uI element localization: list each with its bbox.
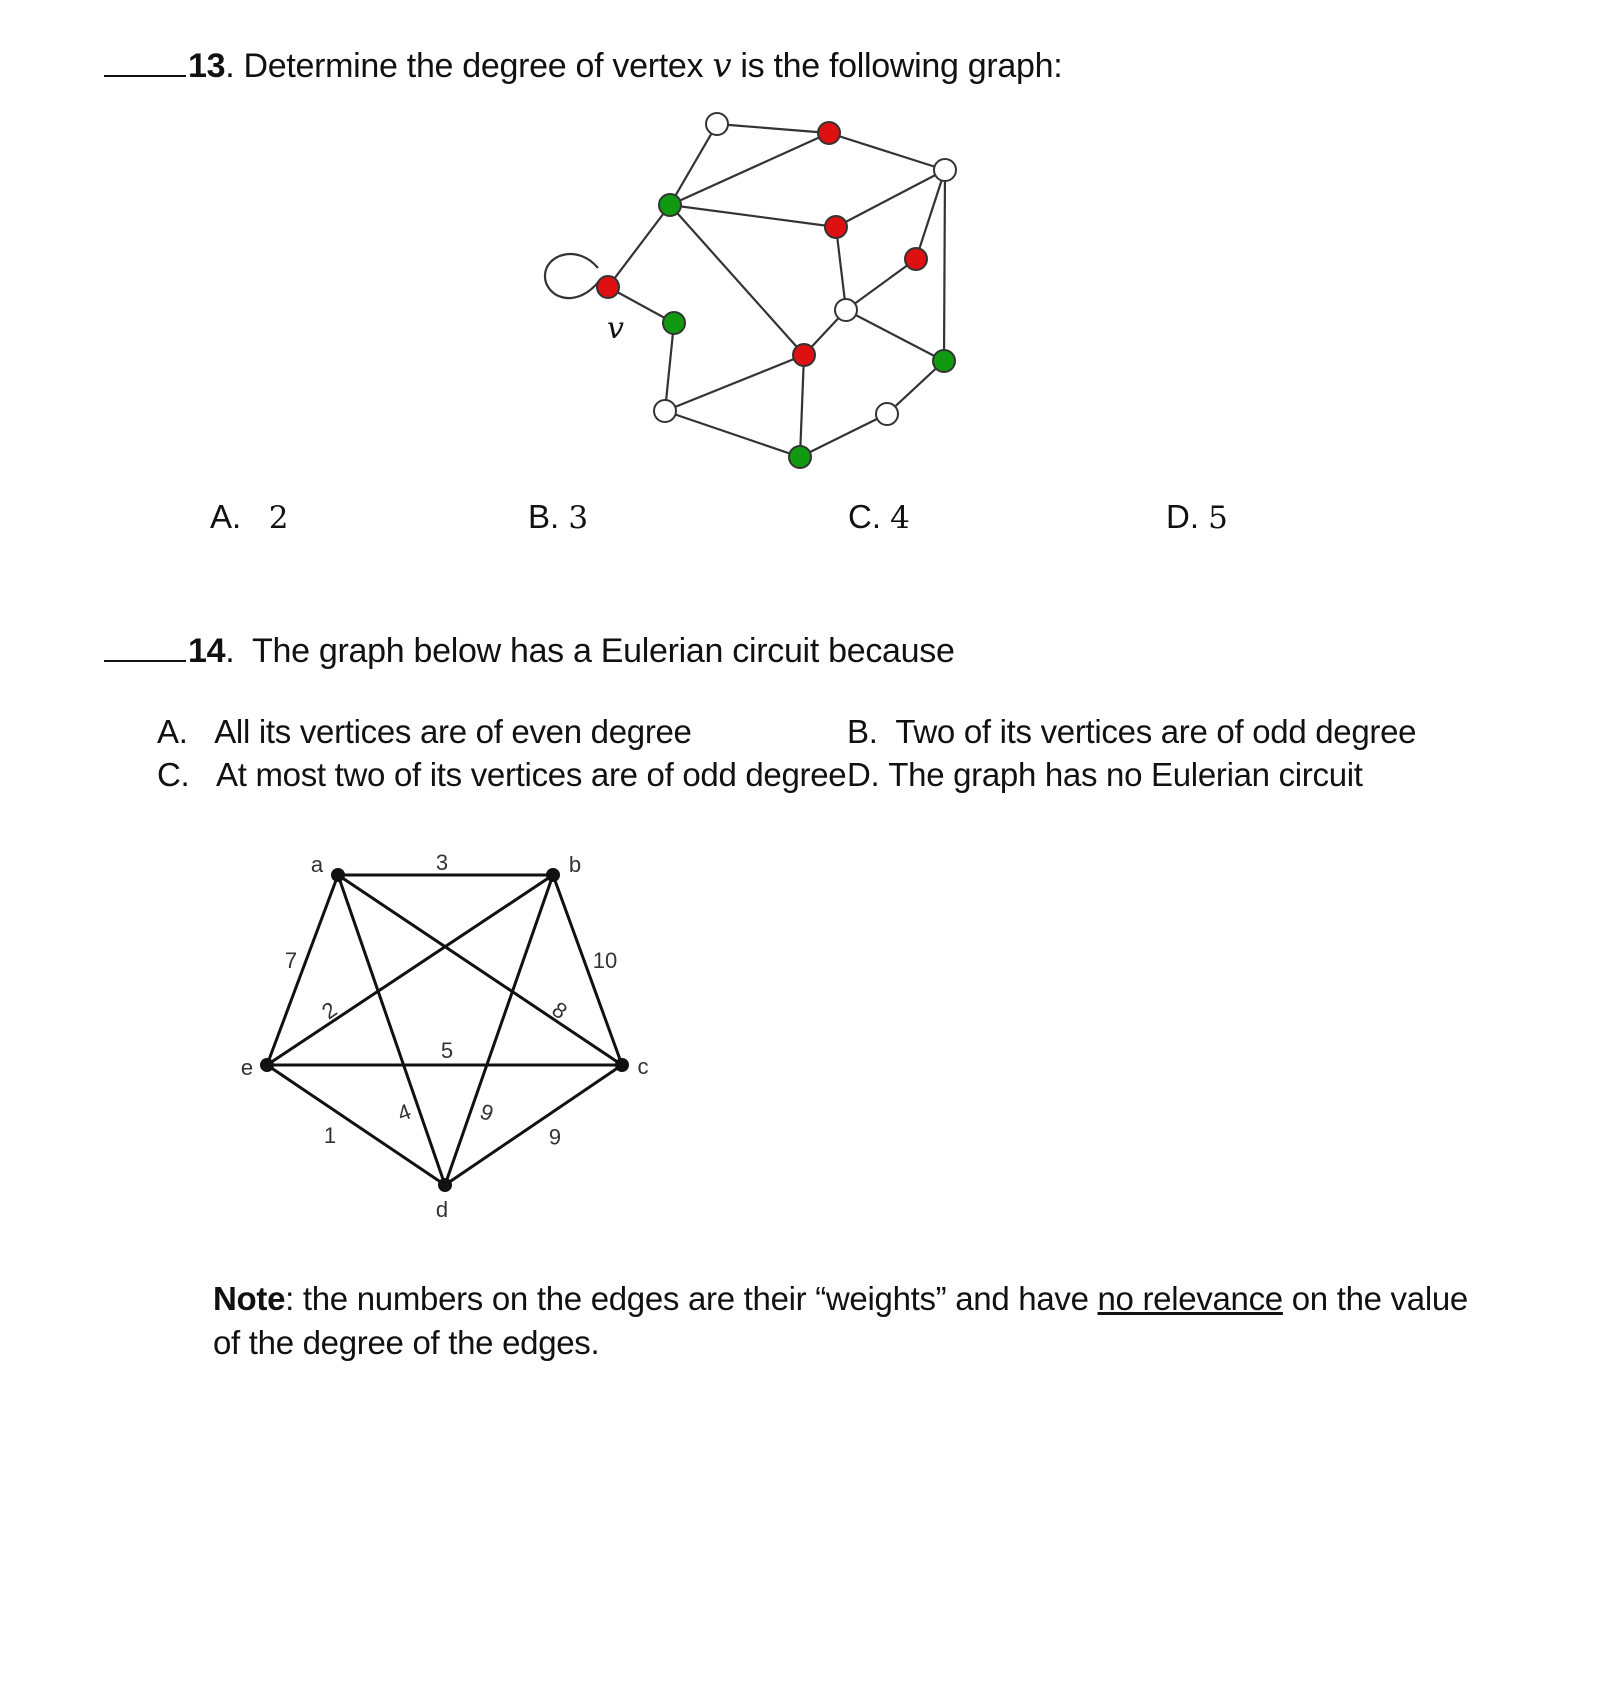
choice-value: 3	[568, 500, 589, 536]
q14-option-b[interactable]	[847, 713, 1416, 751]
vertex-v	[597, 276, 619, 298]
option-letter: D.	[847, 756, 880, 793]
edge-ac	[338, 875, 622, 1065]
q14-option-a[interactable]	[157, 713, 692, 751]
vertex-e	[260, 1058, 274, 1072]
weight-dc: 6	[548, 1124, 562, 1149]
q14-option-d[interactable]	[847, 756, 1363, 794]
q14-vertex-labels	[241, 852, 649, 1222]
edge	[608, 205, 670, 287]
option-text: At most two of its vertices are of odd degree	[216, 756, 847, 793]
loop-edge	[545, 254, 600, 298]
vertex	[789, 446, 811, 468]
note-label: Note	[213, 1280, 286, 1317]
vertex-b	[546, 868, 560, 882]
choice-letter: C.	[848, 498, 881, 535]
weight-bc: 10	[592, 948, 618, 973]
q14-answer-blank[interactable]	[104, 658, 186, 662]
q14-graph-edges	[267, 875, 622, 1185]
q14-note	[213, 1277, 1473, 1365]
edge	[829, 133, 945, 170]
note-underline: no relevance	[1097, 1280, 1283, 1317]
vertex	[933, 350, 955, 372]
edge	[717, 124, 829, 133]
weight-ab: 3	[435, 850, 449, 875]
choice-value: 5	[1208, 500, 1228, 536]
choice-value: 2	[268, 500, 289, 536]
edge	[670, 205, 836, 227]
edge-ae	[267, 875, 338, 1065]
option-text: The graph has no Eulerian circuit	[888, 756, 1363, 793]
edge-ed	[267, 1065, 445, 1185]
edge-dc	[445, 1065, 622, 1185]
edge	[836, 227, 846, 310]
edge-be	[267, 875, 553, 1065]
vertex	[876, 403, 898, 425]
vertex	[659, 194, 681, 216]
option-letter: B.	[847, 713, 878, 750]
q13-number: 13	[188, 47, 226, 85]
edge-ad	[338, 875, 445, 1185]
note-text-1: : the numbers on the edges are their “weights” and have	[285, 1280, 1098, 1317]
q13-graph	[0, 0, 1620, 560]
edge	[670, 205, 804, 355]
weight-be: 2	[317, 996, 342, 1025]
choice-letter: B.	[528, 498, 560, 535]
vertex	[663, 312, 685, 334]
vertex-label-c: c	[637, 1054, 649, 1079]
q14-text: . The graph below has a Eulerian circuit because	[225, 632, 955, 670]
note-text-2: on the value of the degree of the edges.	[213, 1280, 1468, 1361]
vertex-d	[438, 1178, 452, 1192]
edge	[800, 414, 887, 457]
q13-text-1: . Determine the degree of vertex	[225, 47, 713, 85]
choice-letter: D.	[1166, 498, 1199, 535]
vertex-label-e: e	[240, 1055, 254, 1080]
edge	[665, 355, 804, 411]
edge	[670, 124, 717, 205]
edge	[944, 170, 945, 361]
vertex-a	[331, 868, 345, 882]
vertex-c	[615, 1058, 629, 1072]
edge	[846, 259, 916, 310]
weight-ec: 5	[440, 1038, 454, 1063]
q14-graph	[0, 840, 720, 1240]
q14-option-c[interactable]	[157, 756, 846, 794]
vertex	[793, 344, 815, 366]
q13-text-2: is the following graph:	[731, 47, 1063, 85]
vertex-label-a: a	[310, 852, 324, 877]
vertex	[934, 159, 956, 181]
option-letter: A.	[157, 713, 188, 750]
q14-number: 14	[188, 632, 226, 670]
weight-ac: 8	[547, 996, 572, 1025]
weight-ae: 7	[284, 948, 298, 973]
choice-value: 4	[890, 500, 910, 536]
q13-choice-c[interactable]	[848, 498, 910, 536]
edge	[800, 355, 804, 457]
vertex	[654, 400, 676, 422]
q13-choice-b[interactable]	[528, 498, 588, 536]
option-text: All its vertices are of even degree	[214, 713, 692, 750]
q14-edge-weights	[285, 850, 617, 1149]
choice-letter: A.	[210, 498, 242, 535]
vertex	[818, 122, 840, 144]
edge	[665, 323, 674, 411]
edge	[846, 310, 944, 361]
edge-bd	[445, 875, 553, 1185]
q13-choice-a[interactable]	[210, 498, 288, 536]
vertex	[835, 299, 857, 321]
option-text: Two of its vertices are of odd degree	[895, 713, 1417, 750]
q14-graph-vertices	[260, 868, 629, 1192]
vertex-v-label: v	[607, 311, 624, 346]
vertex-label-b: b	[568, 852, 582, 877]
q13-choice-d[interactable]	[1166, 498, 1228, 536]
vertex	[706, 113, 728, 135]
edge	[665, 411, 800, 457]
edge	[670, 133, 829, 205]
vertex	[905, 248, 927, 270]
weight-ed: 1	[323, 1123, 337, 1148]
vertex-label-d: d	[435, 1197, 449, 1222]
q14-title	[104, 632, 955, 671]
option-letter: C.	[157, 756, 190, 793]
weight-bd: 9	[476, 1098, 497, 1127]
q13-graph-vertices	[597, 113, 956, 468]
q13-variable: v	[712, 46, 732, 86]
weight-ad: 4	[394, 1098, 415, 1127]
vertex	[825, 216, 847, 238]
